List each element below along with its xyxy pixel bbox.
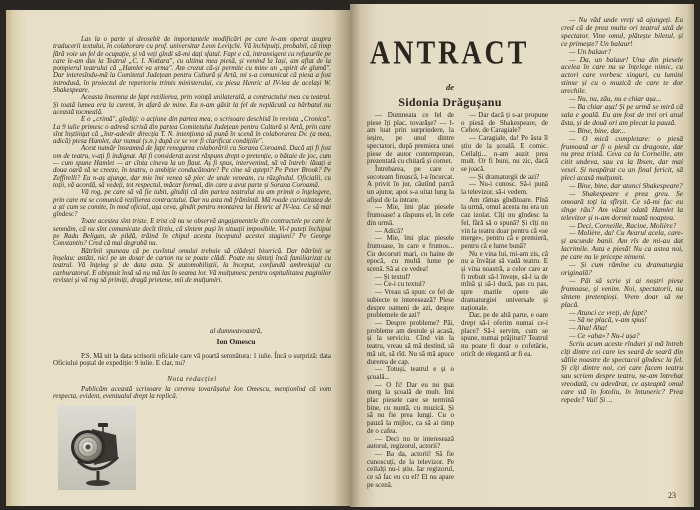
side-column-paragraph: — Da, un balaur! Una din piesele acelea în care nu se înțelege nimic, cu actori care vorbesc singuri, cu lumini stinse și cu o muzică de care te dor urechile.	[561, 54, 683, 96]
letter-paragraph: Toate acestea sînt triste. E trist că nu se observă angajamentele din contractele pe care le semnăm, că nu sînt comunicate decît tîrziu, că sîntem puși în situații imposibile. Vi-l puteți închipui pe Radu Beligan, de pildă, trăind în chipul acesta începutul acestei stagiuni? Pe George Constantin? Cred că mai degrabă nu.	[53, 218, 331, 248]
side-column-paragraph: — Shakespeare e prea greu. Se omoară toți la sfîrșit. Ce să-mi fac eu sînge rău? Am văzut odată Hamlet la televizor și n-am dormit toată noaptea.	[561, 188, 683, 222]
article-paragraph: — Totuși, teatrul e și o școală...	[367, 365, 454, 381]
article-paragraph: — O fi! Dar eu nu mai merg la școală de mult. Îmi plac piesele care se termină bine, cu nuntă, cu muzică. Și să nu fie prea lungi. Cu o pauză la mijloc, ca să ai timp de o cafea.	[367, 380, 454, 435]
article-paragraph: — Dar dacă ți s-ar propune o piesă de Shakespeare, de Cehov, de Caragiale?	[461, 112, 548, 135]
letter-signature-name: Ion Omescu	[216, 337, 256, 346]
article-paragraph: — Vreau să spun: ce fel de subiecte te interesează? Piese despre oameni de azi, despre problemele de azi?	[367, 288, 454, 320]
page-number: 23	[668, 491, 676, 500]
right-page	[350, 4, 694, 507]
article-paragraph: — Mie, îmi plac piesele frumoase! a răspuns el, în cele din urmă.	[367, 203, 454, 227]
side-column-paragraph: — Și cum rămîne cu dramaturgia originală?	[561, 260, 683, 277]
letter-closing: al dumneavoastră,	[209, 327, 263, 335]
side-column-paragraph: — Atunci ce vreți, de fapt?	[569, 307, 647, 317]
side-column-paragraph: — Ba chiar așa! Și pe urmă se miră că sala e goală. Eu am fost de trei ori anul ăsta, și de două ori am plecat la pauză.	[561, 101, 683, 127]
article-side-column	[561, 16, 683, 496]
side-column-paragraph: — O mică completare: o piesă frumoasă ar fi o piesă cu dragoste, dar nu prea tristă. Ceva ca la Corneille, am citit undeva, sau ca la Ibsen, dar mai vesel. Și neapărat cu un final fericit, să pleci acasă mulțumit.	[561, 133, 683, 183]
side-column-paragraph: — Ce «aha»? Nu-i așa?	[569, 331, 640, 341]
article-paragraph: — Nu-i cunosc. Să-i pună la televizor, să-i vedem.	[461, 180, 548, 197]
side-column-paragraph: — Bine, bine, dar atunci Shakespeare?	[569, 181, 683, 191]
letter-paragraph: Acest număr înseamnă de fapt renegarea colaborării cu Sorana Coroamă. Dacă ați fi fost om de teatru, v-ați fi indignat. Ați fi considerat acest răspuns drept o pretenție, o bătaie de joc, cum — cum spune Hamlet — ar cînta cineva la un flaut. Aș fi spus, intervenind, să vă întreb: lăsați a doua oară să se creeze, în teatru, o ambiție conducătoare? Pe cine să aștept? Pe Peter Brook? Pe Zeffirelli? Eu n-aș ajunge, dar mie îmi venea să plec de unde veneam, cu răzgîndul. Oficialii, cu toții, vă acordă, să vedeți, tot respectul, măcar formal, din care a avut parte și Sorana Coroamă.	[53, 145, 331, 189]
side-column-paragraph: — Nu, nu, zău, nu e chiar așa...	[569, 94, 662, 104]
editor-note-text: Publicăm această scrisoare la cererea tovarășului Ion Omescu, menționînd că vom respecta, evident, eventualul drept la replică.	[53, 386, 331, 401]
left-page	[6, 10, 350, 506]
article-paragraph: — Și dramaturgii de azi?	[469, 172, 540, 181]
article-paragraph: — Dumneata ce fel de piese îți plac, tovarășe? — l-am luat prin surprindere, la ieșire, pe unul dintre spectatori, după premiera unei piese de autor contemporan, prezentată cu chitară și cornet.	[367, 112, 454, 166]
article-paragraph: Am rămas gînditoare. Pînă la urmă, omul acesta nu era un caz izolat. Cîți nu gîndesc la fel, fără să o spună? Și cîți nu vin la teatru doar pentru că «se merge», pentru că e premieră, pentru că e lume bună?	[461, 195, 548, 250]
article-paragraph: — Despre probleme? Păi, probleme am destule și acasă, și la serviciu. Cînd vin la teatru, vreau să mă destind, să mă uit, să rîd. Nu să mă apuce durerea de cap.	[367, 318, 454, 366]
spotlight-base	[86, 480, 110, 486]
letter-paragraph: Aceasta însemna de fapt rezilierea, prin voință unilaterală, a contractului meu cu teatrul. Și toată lumea era la curent, în afară de mine. Eu n-am găsit la fel de neplăcută ca bărbatul nu această tocmeală.	[53, 94, 331, 116]
article-paragraph: Nu e vina lui, mi-am zis, că nu a învățat să vadă teatru. E și vina noastră, a celor care ar fi trebuit să-l învețe, să-l ia de mînă și să-l ducă, pas cu pas, spre marile opere ale dramaturgiei universale și naționale.	[461, 249, 548, 312]
letter-paragraph: Bătrînii spuneau că pe cuvîntul omului trebuie să clădești biserică. Dar bătrînii se înșelau: astăzi, nici pe un dosar de carton nu se poate clădi. Poate nu sînteți încă familiarizat cu teatrul. Vă înțeleg și de data asta. Și automobiliștii, la început, confundă ambreiajul cu carburatorul. E obișnuit însă să nu mă las în seama lor. Vă mulțumesc pentru ospitalitatea paginilor revistei și vă rog să primiți, dragă prietene, mii de mulțumiri.	[53, 247, 331, 284]
letter-paragraph: E o „crimă", gîndiți: o acțiune din partea mea, o scrisoare deschisă în revista „Cronica". La 9 iulie primesc o adresă scrisă din partea Comitetului Județean pentru Cultură și Artă, prin care sînt înștiințat că „într-adevăr direcția T. N. intenționa să pună în scenă în colaborarea Dv. (a mea, adică) piesa Hamlet, dar numai (s.n.) după ce se vor fi clarificat condițiile".	[53, 116, 331, 146]
article-paragraph: — Ba da, actorii! Să fie cunoscuți, de la televizor. Pe ceilalți nu-i știu. Iar regizorul, ce să fac eu cu el? El nu apare pe scenă.	[367, 449, 454, 489]
spotlight-photo	[58, 405, 136, 490]
article-paragraph: — Mie, îmi plac piesele frumoase, în care e frumos... Cu decoruri mari, cu haine de epocă, cu multă lume pe scenă. Să ai ce vedea!	[367, 234, 454, 274]
letter-paragraph: Las la o parte și deosebit de importantele modificări pe care le-am operat asupra traducerii textului, în colaborare cu prof. universitar Leon Levițchi. Vă închipuiți, probabil, că timp fără voie un fel de ocupație, și vă veți gîndi să-mi dați sfatul. Fapt e că, intransigent cu refuzurile pe care le-am dus la Teatrul „C. I. Nottara", cu ultima mea piesă, și venind la Iași, am aflat de la pompierul teatrului că „Hamlet va urma". Am crezut că-și permite cu mine un „spirit de glumă". Dar interesîndu-mă la Comitetul Județean pentru Cultură și Artă, mi s-a comunicat că piesa a fost introdusă, în proiectul de repertoriu trimis ministerului, cu piesa Henric al IV-lea de același W. Shakespeare.	[53, 36, 331, 95]
side-column-paragraph: — Nu văd unde vreți să ajungeți. Eu cred că de prea multe ori teatrul uită de spectator. Vine omul, plătește biletul, și ce primește? Un balaur!	[561, 16, 683, 48]
article-author: Sidonia Drăgușanu	[398, 95, 502, 109]
letter-paragraph: Vă rog, pe care să vă fie iubit, gîndiți că din partea teatrului nu am primit o înțelegere, prin care mi se comunică rezilierea contractului. Dar nu asta mă frămîntă. Mă roade curiozitatea de a ști cum se comite, în mod oficial, așa ceva, gîndit pentru montarea lui Henric al IV-lea. Ce să mai gîndesc?	[53, 189, 331, 219]
side-column-paragraph: — Bine, bine, dar...	[569, 125, 626, 135]
side-column-paragraph: Scriu acum aceste rînduri și mă întreb cîți dintre cei care ies seară de seară din sălile noastre de spectacol gîndesc la fel. Și cîți dintre noi, cei care facem teatru sau scriem despre teatru, ne-am întrebat vreodată, cu adevărat, ce așteaptă omul care stă în fotoliu, în întuneric? Prea repede? Vai! Și ...	[561, 339, 683, 404]
side-column-paragraph: — Să ne placă, v-am spus!	[569, 315, 647, 325]
side-column-paragraph: — Păi să scrie și ai noștri piese frumoase, și venim. Noi, spectatorii, nu sîntem pretențioși. Vrem doar să ne placă.	[561, 275, 683, 309]
spotlight-handle	[98, 423, 108, 427]
spotlight-lens-center	[86, 445, 91, 450]
side-column-paragraph: — Deci, Corneille, Racine, Molière?	[569, 220, 677, 230]
byline-prefix: de	[445, 82, 455, 92]
article-paragraph: — Ce-i cu textul?	[375, 280, 425, 289]
article-paragraph: — Adică?	[375, 226, 404, 235]
article-paragraph: Întrebarea, pe care o socoteam firească, l-a încurcat. A privit în jur, căutînd parcă un ajutor, apoi s-a uitat lung la afișul de la intrare.	[367, 164, 454, 204]
letter-body	[53, 36, 331, 328]
side-column-paragraph: — Molière, da! Cu Avarul acela, care-și ascunde banii. Am rîs de mi-au dat lacrimile. Asta e piesă! Nu ca astea noi, pe care nu le pricepe nimeni.	[561, 228, 683, 262]
article-paragraph: — Caragiale, da! Pe ăsta îl știu de la școală. E comic. Ceilalți... n-am auzit prea mult. Or fi buni, nu zic, dacă se joacă.	[461, 134, 548, 173]
side-column-paragraph: — Un balaur?	[569, 46, 612, 56]
article-paragraph: — Deci nu te interesează autorul, regizorul, actorii?	[367, 434, 454, 451]
postscript: P.S. Mă uit la data scrisorii oficiale care vă poartă semnătura: 1 iulie. Încă o surpriză: data Oficiului poștal de expediție: 9 iulie. E clar, nu?	[53, 353, 331, 368]
side-column-paragraph: — Aha! Aha!	[569, 323, 608, 333]
article-title: ANTRACT	[370, 34, 530, 72]
article-main-columns	[367, 112, 548, 496]
editor-note-title: Nota redacției	[167, 375, 217, 383]
article-paragraph: Dar, pe de altă parte, e oare drept să-i oferim numai ce-i place? Să-i servim, cum se spune, numai prăjituri? Teatrul nu poate fi doar o cofetărie, oricît de elegantă ar fi ea.	[461, 311, 548, 358]
article-paragraph: — Și textul?	[375, 272, 411, 281]
